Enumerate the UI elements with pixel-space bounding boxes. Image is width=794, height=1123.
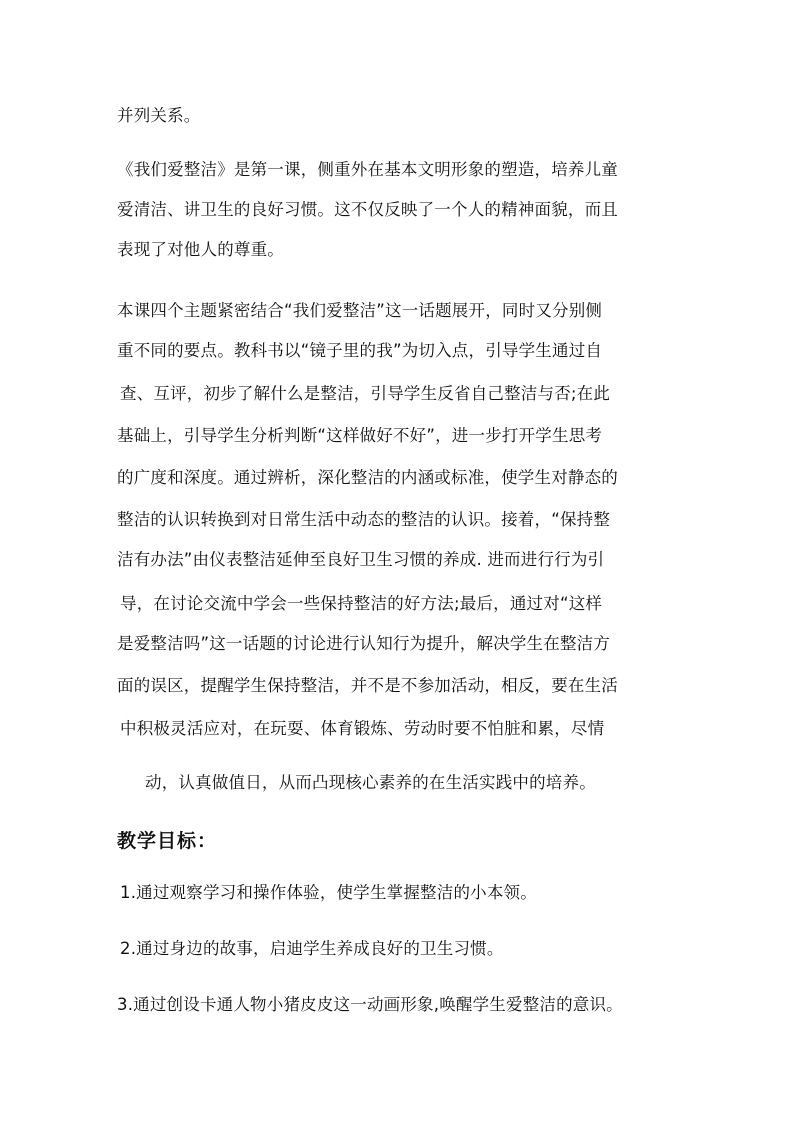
paragraph-line: 查、互评，初步了解什么是整洁，引导学生反省自己整洁与否;在此 bbox=[120, 384, 611, 403]
paragraph-line: 洁有办法”由仪表整洁延伸至良好卫生习惯的养成. 进而进行行为引 bbox=[117, 550, 605, 569]
paragraph-line: 中积极灵活应对，在玩耍、体育锻炼、劳动时要不怕脏和累，尽情 bbox=[120, 719, 605, 738]
paragraph-line: 面的误区，提醒学生保持整洁，并不是不参加活动，相反，要在生活 bbox=[117, 676, 618, 695]
paragraph-line: 重不同的要点。教科书以“镜子里的我”为切入点，引导学生通过自 bbox=[117, 341, 603, 360]
paragraph-line: 是爱整洁吗”这一话题的讨论进行认知行为提升，解决学生在整洁方 bbox=[117, 634, 611, 653]
paragraph-line: 爱清洁、讲卫生的良好习惯。这不仅反映了一个人的精神面貌，而且 bbox=[117, 200, 618, 219]
paragraph-line: 本课四个主题紧密结合“我们爱整洁”这一话题展开，同时又分别侧 bbox=[117, 301, 603, 320]
paragraph-line: 导，在讨论交流中学会一些保持整洁的好方法;最后，通过对“这样 bbox=[120, 594, 603, 613]
paragraph-line: 的广度和深度。通过辨析，深化整洁的内涵或标准，使学生对静态的 bbox=[117, 468, 618, 487]
paragraph-line: 基础上，引导学生分析判断“这样做好不好”，进一步打开学生思考 bbox=[117, 426, 603, 445]
paragraph-line: 《我们爱整洁》是第一课，侧重外在基本文明形象的塑造，培养儿童 bbox=[117, 160, 618, 179]
paragraph-line: 动，认真做值日，从而凸现核心素养的在生活实践中的培养。 bbox=[145, 773, 596, 792]
goal-item: 1.通过观察学习和操作体验，使学生掌握整洁的小本领。 bbox=[120, 883, 537, 902]
goal-item: 3.通过创设卡通人物小猪皮皮这一动画形象,唤醒学生爱整洁的意识。 bbox=[117, 995, 623, 1014]
section-heading: 教学目标： bbox=[117, 830, 218, 852]
paragraph-line: 表现了对他人的尊重。 bbox=[117, 240, 284, 259]
paragraph-line: 并列关系。 bbox=[117, 106, 201, 125]
paragraph-line: 整洁的认识转换到对日常生活中动态的整洁的认识。接着，“保持整 bbox=[117, 510, 611, 529]
goal-item: 2.通过身边的故事，启迪学生养成良好的卫生习惯。 bbox=[120, 939, 504, 958]
